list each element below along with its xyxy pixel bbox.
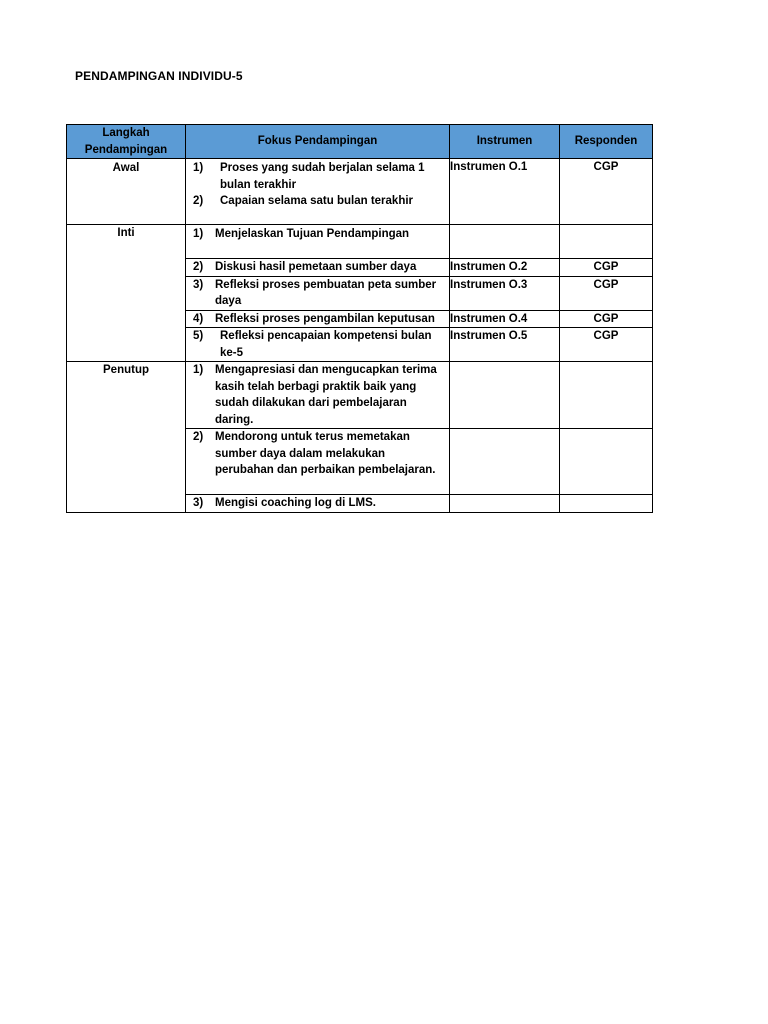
list-item — [186, 328, 449, 361]
respondent-cell — [560, 495, 653, 513]
respondent-cell: CGP — [560, 259, 653, 277]
list-item — [186, 277, 449, 310]
respondent-cell: CGP — [560, 328, 653, 362]
instrument-cell — [450, 429, 560, 495]
list-item — [186, 159, 449, 193]
item-number: 3) — [193, 497, 204, 509]
item-text: Refleksi proses pembuatan peta sumber daya — [215, 278, 437, 307]
respondent-cell — [560, 429, 653, 495]
item-text: Menjelaskan Tujuan Pendampingan — [215, 228, 410, 240]
item-number: 3) — [193, 278, 204, 291]
list-item — [186, 259, 449, 276]
table-row — [67, 159, 653, 225]
focus-cell — [186, 429, 450, 495]
item-number: 1) — [193, 228, 204, 240]
step-penutup: Penutup — [67, 362, 186, 513]
item-text: Refleksi pencapaian kompetensi bulan ke-5 — [220, 330, 432, 359]
instrument-cell: Instrumen O.5 — [450, 328, 560, 362]
item-text: Proses yang sudah berjalan selama 1 bulan terakhir — [220, 162, 425, 191]
respondent-cell: CGP — [560, 159, 653, 225]
item-text: Mendorong untuk terus memetakan sumber daya dalam melakukan perubahan dan perbaikan pembelajaran. — [215, 431, 436, 476]
item-text: Mengisi coaching log di LMS. — [215, 497, 377, 509]
instrument-cell: Instrumen O.3 — [450, 276, 560, 310]
focus-cell — [186, 328, 450, 362]
item-number: 1) — [193, 364, 204, 376]
instrument-cell: Instrumen O.4 — [450, 310, 560, 328]
table-row — [67, 362, 653, 429]
item-number: 2) — [193, 261, 204, 273]
focus-cell — [186, 495, 450, 513]
table-header-row — [67, 125, 653, 159]
table-row — [67, 225, 653, 259]
item-number: 5) — [193, 330, 204, 342]
header-step: Langkah Pendampingan — [67, 125, 186, 159]
item-number: 2) — [193, 431, 204, 443]
header-focus: Fokus Pendampingan — [186, 125, 450, 159]
item-number: 1) — [193, 162, 204, 174]
instrument-cell: Instrumen O.2 — [450, 259, 560, 277]
item-text: Refleksi proses pengambilan keputusan — [215, 312, 435, 325]
list-item — [186, 495, 449, 512]
respondent-cell: CGP — [560, 276, 653, 310]
list-item — [186, 429, 449, 479]
mentoring-plan-table — [66, 124, 653, 513]
instrument-cell — [450, 362, 560, 429]
header-respondent: Responden — [560, 125, 653, 159]
list-item — [186, 225, 449, 243]
respondent-cell — [560, 225, 653, 259]
respondent-cell: CGP — [560, 310, 653, 328]
list-item — [186, 362, 449, 428]
respondent-cell — [560, 362, 653, 429]
document-title: PENDAMPINGAN INDIVIDU-5 — [75, 69, 243, 83]
item-number: 2) — [193, 195, 204, 207]
list-item — [186, 193, 449, 210]
instrument-cell — [450, 495, 560, 513]
instrument-cell — [450, 225, 560, 259]
item-text: Diskusi hasil pemetaan sumber daya — [215, 261, 417, 273]
item-number: 4) — [193, 312, 204, 325]
item-text: Mengapresiasi dan mengucapkan terima kasih telah berbagi praktik baik yang sudah dilakukan dari pembelajaran daring. — [215, 364, 437, 426]
instrument-cell: Instrumen O.1 — [450, 159, 560, 225]
focus-cell — [186, 362, 450, 429]
header-instrument: Instrumen — [450, 125, 560, 159]
focus-cell — [186, 310, 450, 328]
focus-cell — [186, 259, 450, 277]
focus-cell — [186, 159, 450, 225]
step-inti: Inti — [67, 225, 186, 362]
list-item — [186, 311, 449, 328]
focus-cell — [186, 276, 450, 310]
step-awal: Awal — [67, 159, 186, 225]
item-text: Capaian selama satu bulan terakhir — [220, 195, 414, 207]
focus-cell — [186, 225, 450, 259]
